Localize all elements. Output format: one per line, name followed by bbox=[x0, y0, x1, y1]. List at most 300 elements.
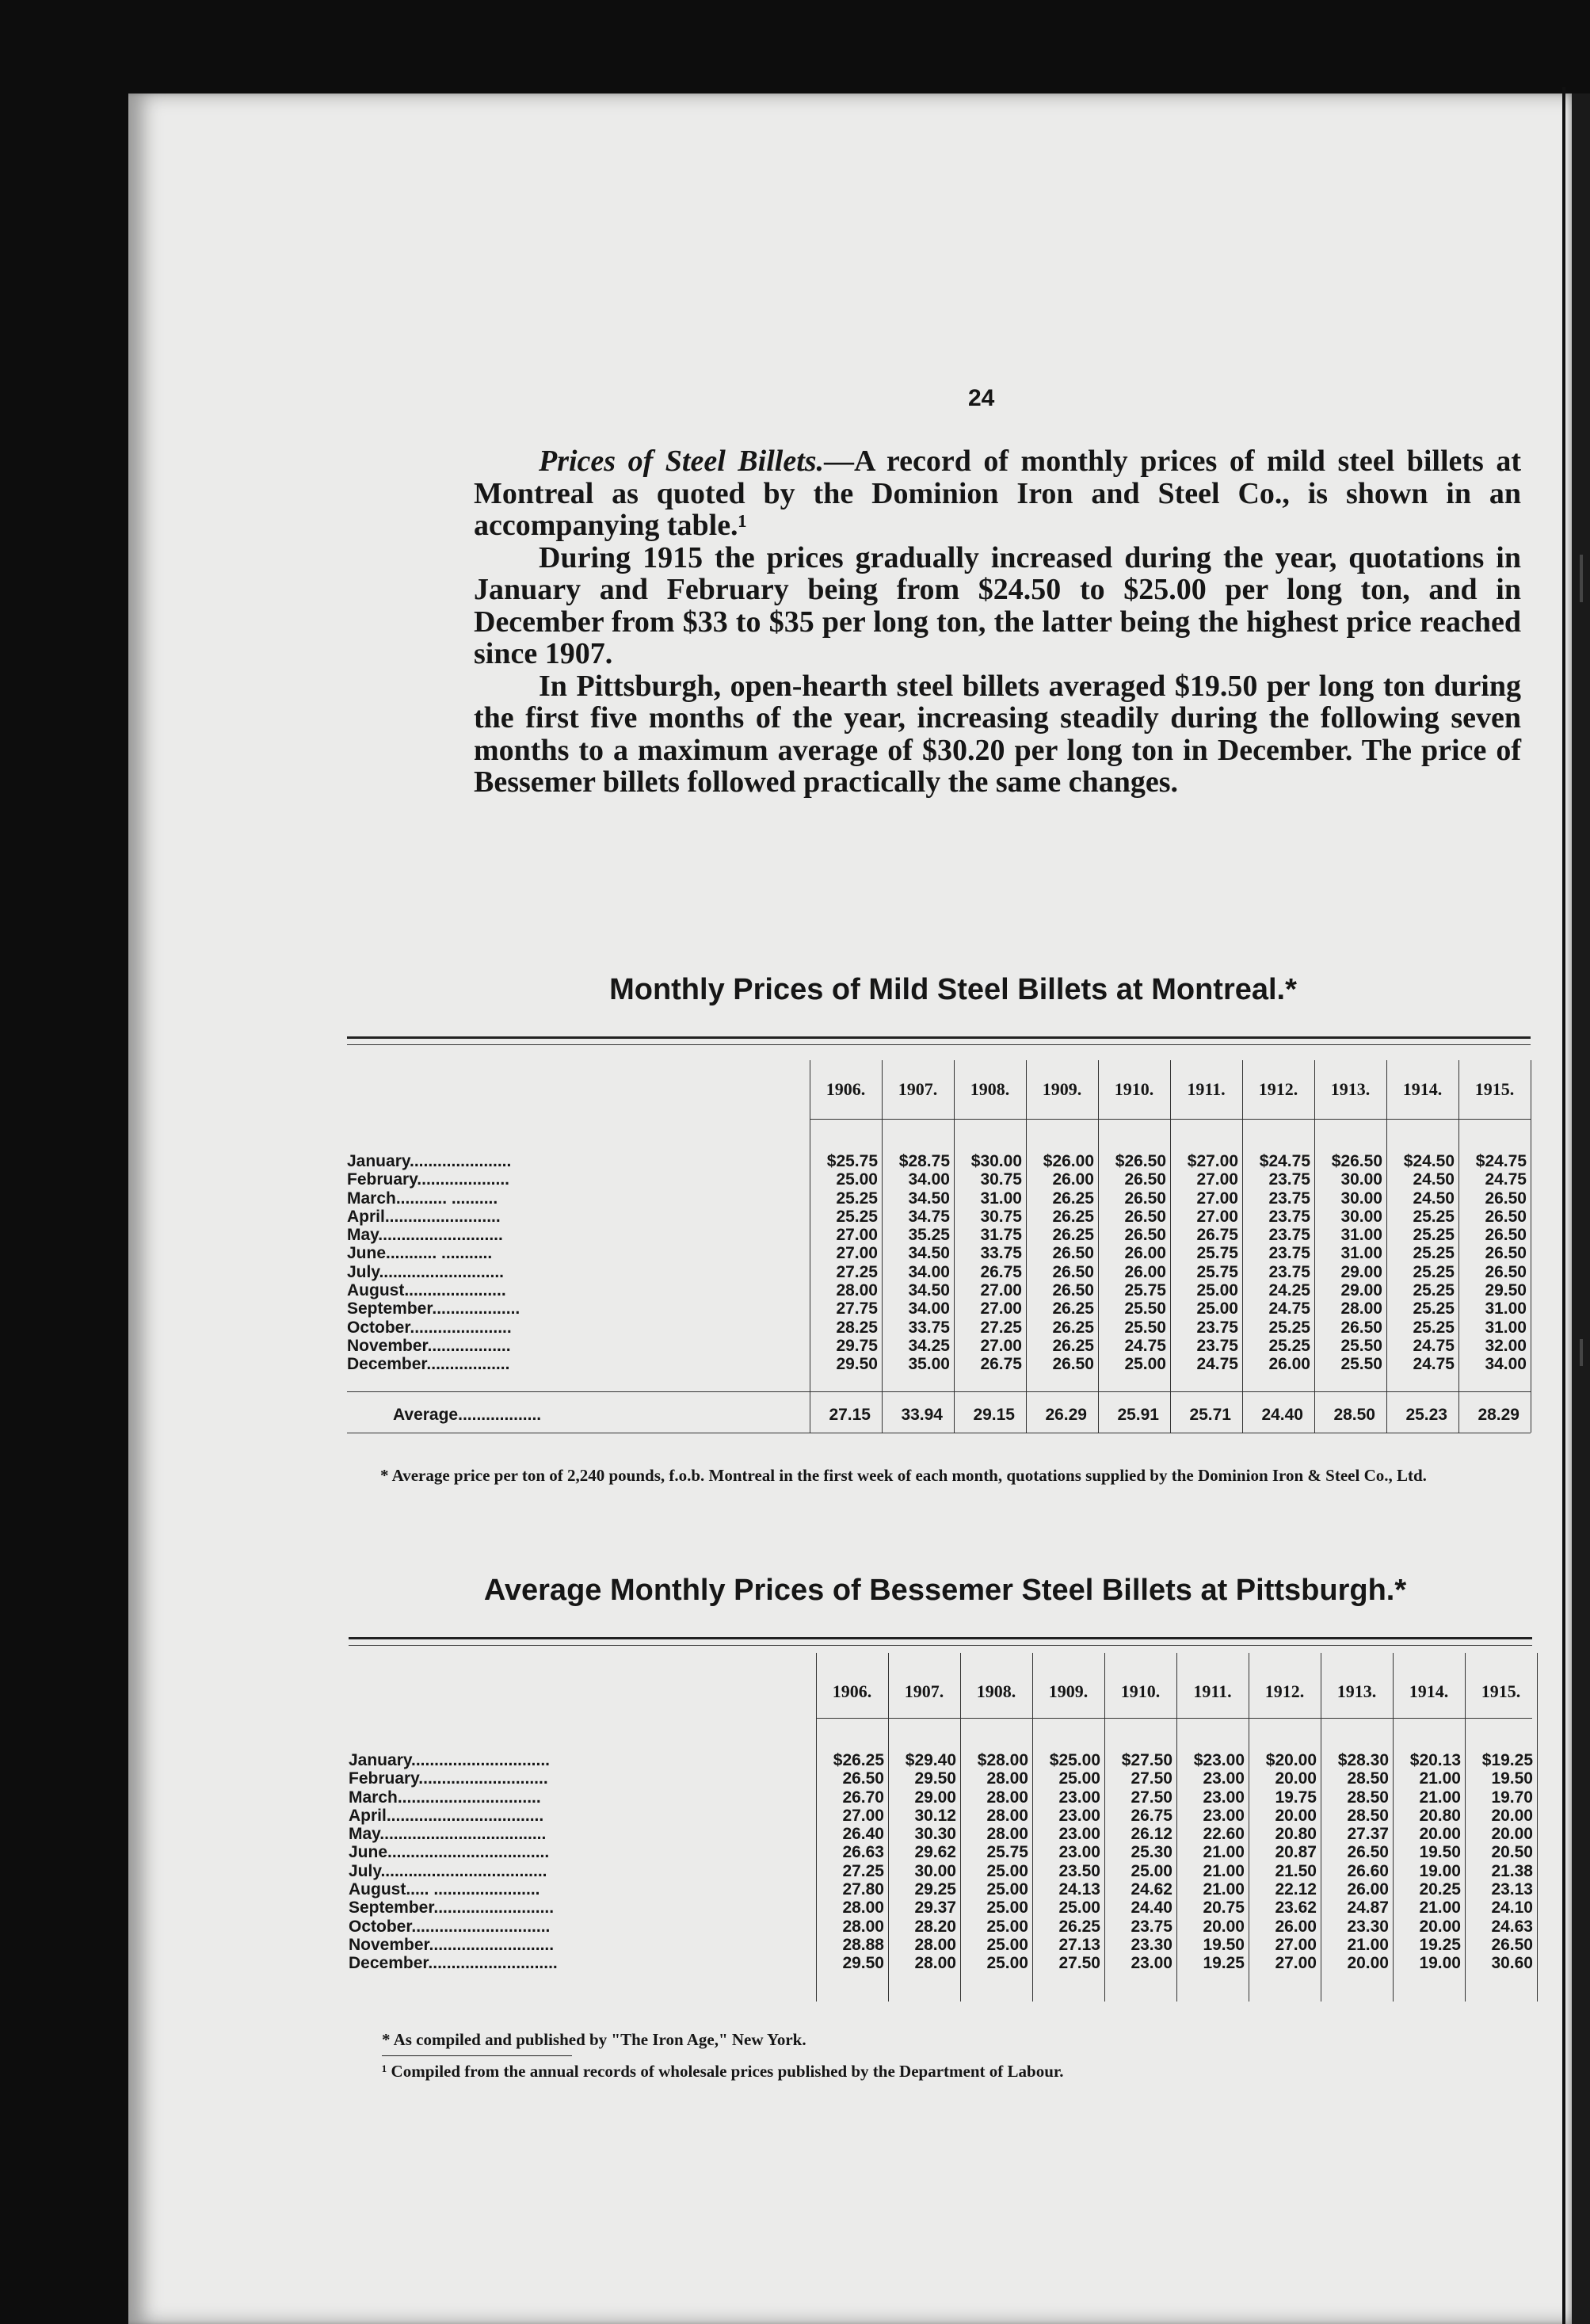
table-cell: 23.00 bbox=[1203, 1788, 1245, 1807]
table-cell: 34.50 bbox=[908, 1244, 950, 1263]
table-cell: 28.00 bbox=[986, 1806, 1028, 1825]
value-column-1911 bbox=[1176, 1751, 1245, 1973]
row-label-january: January.............................. bbox=[349, 1751, 551, 1769]
table-cell: 29.50 bbox=[842, 1954, 884, 1973]
average-value: 28.29 bbox=[1478, 1406, 1519, 1424]
table-cell: 34.50 bbox=[908, 1281, 950, 1300]
table-cell: 20.00 bbox=[1347, 1954, 1389, 1973]
table-cell: 25.00 bbox=[986, 1861, 1028, 1880]
paragraph-3: In Pittsburgh, open-hearth steel billets averaged $19.50 per long ton during the first five months of the year, increasing steadily during the following seven months to a maximum average of $30.20 per long ton in December. The price of Bessemer billets followed practically the same changes. bbox=[474, 669, 1521, 799]
table-cell: 26.50 bbox=[1124, 1170, 1166, 1189]
value-column-1912 bbox=[1242, 1152, 1310, 1374]
row-label-july: July........................... bbox=[347, 1262, 504, 1281]
table-cell: 21.00 bbox=[1203, 1843, 1245, 1862]
column-header-1914: 1914. bbox=[1402, 1079, 1443, 1099]
table-cell: 28.25 bbox=[836, 1318, 878, 1337]
table-cell: 20.00 bbox=[1203, 1917, 1245, 1936]
table-cell: 33.75 bbox=[908, 1318, 950, 1337]
table-cell: 27.00 bbox=[836, 1226, 878, 1245]
value-column-1906 bbox=[816, 1751, 884, 1973]
table-rule bbox=[349, 1645, 1532, 1646]
table-cell: 23.00 bbox=[1058, 1788, 1100, 1807]
table-cell: 30.00 bbox=[1340, 1207, 1382, 1226]
table-cell: 22.60 bbox=[1203, 1825, 1245, 1844]
table-cell: 21.00 bbox=[1419, 1769, 1461, 1788]
table-cell: 23.00 bbox=[1203, 1806, 1245, 1825]
row-labels bbox=[347, 1152, 805, 1374]
row-label-november: November........................... bbox=[349, 1935, 555, 1954]
row-label-may: May.................................... bbox=[349, 1825, 547, 1844]
table-cell: $28.00 bbox=[977, 1751, 1028, 1769]
table-cell: 25.75 bbox=[1196, 1244, 1238, 1263]
table-cell: 33.75 bbox=[980, 1244, 1022, 1263]
table-cell: 23.00 bbox=[1058, 1843, 1100, 1862]
column-header-1915: 1915. bbox=[1474, 1079, 1515, 1099]
montreal-table-title: Monthly Prices of Mild Steel Billets at Montreal.* bbox=[609, 973, 1297, 1006]
table-cell: 23.75 bbox=[1268, 1170, 1310, 1189]
table-cell: 21.00 bbox=[1203, 1861, 1245, 1880]
row-labels bbox=[349, 1751, 811, 1973]
scan-dark-edge bbox=[1572, 93, 1590, 2324]
table-cell: 27.00 bbox=[1275, 1935, 1317, 1954]
column-header-1908: 1908. bbox=[976, 1681, 1016, 1701]
table-cell: 19.00 bbox=[1419, 1861, 1461, 1880]
table-cell: 20.25 bbox=[1419, 1880, 1461, 1899]
row-label-august: August..... ....................... bbox=[349, 1880, 540, 1899]
table-cell: 30.30 bbox=[914, 1825, 956, 1844]
column-header-1912: 1912. bbox=[1264, 1681, 1305, 1701]
table-cell: 31.00 bbox=[1485, 1299, 1527, 1318]
table-cell: 26.25 bbox=[1052, 1336, 1094, 1355]
table-cell: 20.50 bbox=[1491, 1843, 1533, 1862]
table-cell: 26.50 bbox=[1347, 1843, 1389, 1862]
average-value: 26.29 bbox=[1045, 1406, 1087, 1424]
table-cell: 21.00 bbox=[1419, 1788, 1461, 1807]
table-cell: 26.25 bbox=[1052, 1299, 1094, 1318]
table-cell: 28.00 bbox=[842, 1917, 884, 1936]
paragraph-text: —A record of monthly prices of mild steel billets at Montreal as quoted by the Dominion Iron and Steel Co., is shown in an accompanying table.¹ bbox=[474, 445, 1521, 542]
column-header-1911: 1911. bbox=[1193, 1681, 1232, 1701]
table-cell: 27.00 bbox=[842, 1806, 884, 1825]
document-page bbox=[128, 93, 1572, 2324]
table-cell: 26.00 bbox=[1124, 1244, 1166, 1263]
column-header-1912: 1912. bbox=[1258, 1079, 1298, 1099]
table-cell: 25.00 bbox=[1124, 1355, 1166, 1374]
column-header-1906: 1906. bbox=[826, 1079, 866, 1099]
table-cell: 26.50 bbox=[1485, 1244, 1527, 1263]
column-header-1909: 1909. bbox=[1048, 1681, 1089, 1701]
table-cell: 31.00 bbox=[1340, 1244, 1382, 1263]
table-cell: $28.30 bbox=[1337, 1751, 1389, 1769]
table-cell: 26.50 bbox=[1052, 1262, 1094, 1281]
table-cell: 26.75 bbox=[1196, 1226, 1238, 1245]
value-column-1913 bbox=[1321, 1751, 1389, 1973]
row-label-june: June........... ........... bbox=[347, 1244, 493, 1263]
value-column-1907 bbox=[888, 1751, 956, 1973]
table-cell: 26.00 bbox=[1052, 1170, 1094, 1189]
value-column-1908 bbox=[960, 1751, 1028, 1973]
row-label-july: July.................................... bbox=[349, 1861, 547, 1880]
row-label-march: March............................... bbox=[349, 1788, 541, 1807]
table-cell: 19.50 bbox=[1419, 1843, 1461, 1862]
table-cell: $25.00 bbox=[1049, 1751, 1100, 1769]
table-cell: 25.25 bbox=[1413, 1318, 1455, 1337]
table-cell: 21.50 bbox=[1275, 1861, 1317, 1880]
montreal-table-footnote: * Average price per ton of 2,240 pounds, f.o.b. Montreal in the first week of each month, quotations supplied by the Dominion Iron & Steel Co., Ltd. bbox=[380, 1466, 1427, 1485]
table-cell: 29.00 bbox=[914, 1788, 956, 1807]
value-column-1910 bbox=[1104, 1751, 1172, 1973]
table-cell: 26.75 bbox=[980, 1262, 1022, 1281]
table-cell: 26.50 bbox=[1485, 1189, 1527, 1208]
table-rule bbox=[347, 1391, 1531, 1392]
table-cell: 28.00 bbox=[986, 1769, 1028, 1788]
table-cell: 26.25 bbox=[1052, 1318, 1094, 1337]
value-column-1915 bbox=[1458, 1152, 1527, 1374]
table-cell: 27.00 bbox=[1275, 1954, 1317, 1973]
table-cell: 20.00 bbox=[1275, 1769, 1317, 1788]
page-edge bbox=[1562, 87, 1565, 2324]
table-cell: 20.00 bbox=[1275, 1806, 1317, 1825]
table-cell: 27.00 bbox=[980, 1281, 1022, 1300]
table-cell: 27.75 bbox=[836, 1299, 878, 1318]
table-cell: $27.50 bbox=[1121, 1751, 1172, 1769]
row-label-april: April.................................. bbox=[349, 1806, 544, 1825]
source-footnote: ¹ Compiled from the annual records of wholesale prices published by the Department of Labour. bbox=[382, 2062, 1064, 2081]
value-column-1914 bbox=[1386, 1152, 1455, 1374]
row-label-february: February............................ bbox=[349, 1769, 548, 1788]
row-label-december: December............................ bbox=[349, 1954, 558, 1973]
row-label-september: September.......................... bbox=[349, 1899, 555, 1918]
table-cell: 25.25 bbox=[1413, 1226, 1455, 1245]
table-cell: 35.00 bbox=[908, 1355, 950, 1374]
table-cell: 25.00 bbox=[1131, 1861, 1172, 1880]
table-cell: 23.75 bbox=[1196, 1318, 1238, 1337]
table-cell: 25.25 bbox=[1268, 1336, 1310, 1355]
table-cell: $25.75 bbox=[826, 1152, 878, 1170]
table-cell: 25.25 bbox=[1413, 1262, 1455, 1281]
column-header-1914: 1914. bbox=[1409, 1681, 1449, 1701]
table-cell: 28.50 bbox=[1347, 1806, 1389, 1825]
table-cell: 23.30 bbox=[1347, 1917, 1389, 1936]
table-cell: 34.50 bbox=[908, 1189, 950, 1208]
table-cell: 27.37 bbox=[1347, 1825, 1389, 1844]
table-cell: 19.50 bbox=[1203, 1935, 1245, 1954]
table-cell: 26.50 bbox=[842, 1769, 884, 1788]
table-cell: 28.00 bbox=[836, 1281, 878, 1300]
table-cell: 26.00 bbox=[1275, 1917, 1317, 1936]
table-cell: $24.75 bbox=[1259, 1152, 1310, 1170]
table-cell: $27.00 bbox=[1187, 1152, 1238, 1170]
table-cell: 29.00 bbox=[1340, 1281, 1382, 1300]
table-rule bbox=[347, 1036, 1531, 1039]
average-value: 25.23 bbox=[1405, 1406, 1447, 1424]
table-cell: 28.88 bbox=[842, 1935, 884, 1954]
row-label-march: March........... .......... bbox=[347, 1189, 498, 1208]
table-cell: 23.30 bbox=[1131, 1935, 1172, 1954]
table-cell: 27.25 bbox=[836, 1262, 878, 1281]
table-cell: 26.25 bbox=[1058, 1917, 1100, 1936]
table-cell: 34.00 bbox=[908, 1262, 950, 1281]
table-cell: 28.50 bbox=[1347, 1788, 1389, 1807]
table-cell: 24.75 bbox=[1268, 1299, 1310, 1318]
column-header-1913: 1913. bbox=[1336, 1681, 1377, 1701]
value-column-1909 bbox=[1032, 1751, 1100, 1973]
table-cell: 20.80 bbox=[1275, 1825, 1317, 1844]
table-cell: 26.50 bbox=[1052, 1355, 1094, 1374]
table-cell: 26.00 bbox=[1347, 1880, 1389, 1899]
column-header-1907: 1907. bbox=[904, 1681, 944, 1701]
page-number: 24 bbox=[968, 385, 995, 411]
table-cell: 26.25 bbox=[1052, 1189, 1094, 1208]
table-cell: 29.37 bbox=[914, 1899, 956, 1918]
table-cell: $19.25 bbox=[1481, 1751, 1533, 1769]
table-cell: 25.00 bbox=[1196, 1281, 1238, 1300]
table-cell: 25.30 bbox=[1131, 1843, 1172, 1862]
table-cell: 28.00 bbox=[986, 1825, 1028, 1844]
table-cell: 25.25 bbox=[836, 1207, 878, 1226]
table-cell: 26.50 bbox=[1124, 1189, 1166, 1208]
table-cell: 23.75 bbox=[1196, 1336, 1238, 1355]
table-cell: 20.75 bbox=[1203, 1899, 1245, 1918]
table-cell: 26.00 bbox=[1124, 1262, 1166, 1281]
table-cell: $20.13 bbox=[1409, 1751, 1461, 1769]
table-cell: 27.00 bbox=[980, 1336, 1022, 1355]
average-value: 33.94 bbox=[901, 1406, 943, 1424]
table-cell: $30.00 bbox=[970, 1152, 1022, 1170]
table-cell: 25.00 bbox=[986, 1899, 1028, 1918]
table-cell: 26.00 bbox=[1268, 1355, 1310, 1374]
table-cell: 28.00 bbox=[914, 1954, 956, 1973]
table-cell: 27.00 bbox=[1196, 1207, 1238, 1226]
table-cell: 19.25 bbox=[1203, 1954, 1245, 1973]
table-rule bbox=[349, 1637, 1532, 1639]
table-cell: 27.80 bbox=[842, 1880, 884, 1899]
table-cell: 31.00 bbox=[1340, 1226, 1382, 1245]
table-cell: 25.00 bbox=[1058, 1899, 1100, 1918]
table-cell: 22.12 bbox=[1275, 1880, 1317, 1899]
table-cell: 26.50 bbox=[1124, 1207, 1166, 1226]
table-cell: 19.70 bbox=[1491, 1788, 1533, 1807]
value-column-1908 bbox=[954, 1152, 1022, 1374]
row-label-december: December.................. bbox=[347, 1355, 510, 1374]
row-label-april: April......................... bbox=[347, 1207, 501, 1226]
edge-mark bbox=[1580, 1339, 1583, 1366]
table-cell: 30.00 bbox=[1340, 1170, 1382, 1189]
pittsburgh-price-table bbox=[349, 1637, 1532, 2009]
row-label-november: November.................. bbox=[347, 1336, 511, 1355]
row-label-october: October...................... bbox=[347, 1318, 512, 1337]
table-cell: 29.62 bbox=[914, 1843, 956, 1862]
table-cell: 26.12 bbox=[1131, 1825, 1172, 1844]
montreal-price-table bbox=[347, 1036, 1531, 1441]
table-cell: 25.50 bbox=[1340, 1336, 1382, 1355]
column-divider bbox=[1537, 1653, 1538, 2002]
table-cell: $26.25 bbox=[833, 1751, 884, 1769]
edge-mark bbox=[1580, 555, 1583, 602]
table-cell: 19.25 bbox=[1419, 1935, 1461, 1954]
row-label-february: February.................... bbox=[347, 1170, 509, 1189]
table-cell: 24.75 bbox=[1413, 1355, 1455, 1374]
table-cell: 21.38 bbox=[1491, 1861, 1533, 1880]
average-value: 24.40 bbox=[1261, 1406, 1303, 1424]
table-cell: 27.00 bbox=[836, 1244, 878, 1263]
table-cell: 25.25 bbox=[1413, 1207, 1455, 1226]
column-header-1915: 1915. bbox=[1481, 1681, 1521, 1701]
table-cell: 23.13 bbox=[1491, 1880, 1533, 1899]
table-cell: 34.25 bbox=[908, 1336, 950, 1355]
table-cell: 23.00 bbox=[1131, 1954, 1172, 1973]
table-cell: 24.13 bbox=[1058, 1880, 1100, 1899]
average-value: 27.15 bbox=[829, 1406, 871, 1424]
table-cell: 23.50 bbox=[1058, 1861, 1100, 1880]
table-cell: 30.75 bbox=[980, 1170, 1022, 1189]
table-cell: 30.75 bbox=[980, 1207, 1022, 1226]
table-cell: 26.25 bbox=[1052, 1226, 1094, 1245]
row-label-august: August...................... bbox=[347, 1281, 506, 1300]
table-cell: 28.00 bbox=[842, 1899, 884, 1918]
table-cell: 24.75 bbox=[1124, 1336, 1166, 1355]
table-cell: 24.75 bbox=[1485, 1170, 1527, 1189]
table-cell: 20.80 bbox=[1419, 1806, 1461, 1825]
table-cell: 29.50 bbox=[836, 1355, 878, 1374]
table-cell: 25.00 bbox=[836, 1170, 878, 1189]
table-cell: 29.50 bbox=[914, 1769, 956, 1788]
value-column-1915 bbox=[1465, 1751, 1533, 1973]
average-value: 28.50 bbox=[1333, 1406, 1375, 1424]
table-cell: 24.75 bbox=[1413, 1336, 1455, 1355]
table-cell: 25.00 bbox=[1058, 1769, 1100, 1788]
row-label-june: June................................... bbox=[349, 1843, 550, 1862]
table-rule bbox=[816, 1718, 1532, 1719]
table-cell: 23.75 bbox=[1268, 1189, 1310, 1208]
table-cell: 24.75 bbox=[1196, 1355, 1238, 1374]
table-cell: 27.25 bbox=[842, 1861, 884, 1880]
table-cell: 21.00 bbox=[1347, 1935, 1389, 1954]
table-cell: 23.75 bbox=[1268, 1207, 1310, 1226]
table-cell: 28.00 bbox=[1340, 1299, 1382, 1318]
table-cell: 28.00 bbox=[914, 1935, 956, 1954]
table-cell: 25.00 bbox=[986, 1917, 1028, 1936]
table-cell: 25.50 bbox=[1340, 1355, 1382, 1374]
table-cell: 24.50 bbox=[1413, 1170, 1455, 1189]
table-cell: $29.40 bbox=[905, 1751, 956, 1769]
table-cell: 27.50 bbox=[1131, 1788, 1172, 1807]
table-cell: 26.50 bbox=[1052, 1244, 1094, 1263]
table-cell: 25.00 bbox=[1196, 1299, 1238, 1318]
table-cell: 26.25 bbox=[1052, 1207, 1094, 1226]
table-cell: 31.00 bbox=[980, 1189, 1022, 1208]
table-cell: 31.75 bbox=[980, 1226, 1022, 1245]
column-header-1910: 1910. bbox=[1120, 1681, 1161, 1701]
column-header-1913: 1913. bbox=[1330, 1079, 1371, 1099]
table-cell: $24.50 bbox=[1403, 1152, 1455, 1170]
table-cell: 21.00 bbox=[1419, 1899, 1461, 1918]
body-text bbox=[474, 445, 1521, 799]
table-cell: 26.50 bbox=[1052, 1281, 1094, 1300]
table-cell: 26.50 bbox=[1485, 1226, 1527, 1245]
table-cell: $26.50 bbox=[1115, 1152, 1166, 1170]
table-cell: 19.75 bbox=[1275, 1788, 1317, 1807]
table-cell: 31.00 bbox=[1485, 1318, 1527, 1337]
table-cell: 25.00 bbox=[986, 1935, 1028, 1954]
table-cell: $24.75 bbox=[1475, 1152, 1527, 1170]
table-cell: 24.25 bbox=[1268, 1281, 1310, 1300]
table-cell: 27.13 bbox=[1058, 1935, 1100, 1954]
column-header-1911: 1911. bbox=[1187, 1079, 1226, 1099]
value-column-1911 bbox=[1170, 1152, 1238, 1374]
table-cell: 32.00 bbox=[1485, 1336, 1527, 1355]
paragraph-1 bbox=[474, 445, 1521, 542]
column-header-1907: 1907. bbox=[898, 1079, 938, 1099]
column-header-1909: 1909. bbox=[1042, 1079, 1082, 1099]
table-cell: 23.75 bbox=[1268, 1244, 1310, 1263]
table-cell: 25.25 bbox=[1413, 1299, 1455, 1318]
table-cell: 23.00 bbox=[1058, 1806, 1100, 1825]
pittsburgh-table-title: Average Monthly Prices of Bessemer Steel Billets at Pittsburgh.* bbox=[483, 1574, 1407, 1607]
table-cell: 20.87 bbox=[1275, 1843, 1317, 1862]
table-cell: 35.25 bbox=[908, 1226, 950, 1245]
table-cell: 25.50 bbox=[1124, 1318, 1166, 1337]
table-cell: 20.00 bbox=[1419, 1917, 1461, 1936]
column-header-1906: 1906. bbox=[832, 1681, 872, 1701]
table-cell: 26.50 bbox=[1340, 1318, 1382, 1337]
value-column-1912 bbox=[1249, 1751, 1317, 1973]
table-cell: 24.62 bbox=[1131, 1880, 1172, 1899]
value-column-1909 bbox=[1026, 1152, 1094, 1374]
paragraph-lead: Prices of Steel Billets. bbox=[539, 445, 825, 478]
table-cell: 28.00 bbox=[986, 1788, 1028, 1807]
average-value: 25.71 bbox=[1189, 1406, 1231, 1424]
table-cell: 26.50 bbox=[1485, 1207, 1527, 1226]
table-cell: 34.00 bbox=[908, 1170, 950, 1189]
table-cell: 23.75 bbox=[1268, 1262, 1310, 1281]
value-column-1914 bbox=[1393, 1751, 1461, 1973]
table-cell: 23.75 bbox=[1268, 1226, 1310, 1245]
table-cell: 27.50 bbox=[1131, 1769, 1172, 1788]
table-cell: 20.00 bbox=[1419, 1825, 1461, 1844]
average-label: Average.................. bbox=[393, 1406, 542, 1424]
table-cell: 24.63 bbox=[1491, 1917, 1533, 1936]
table-cell: 27.00 bbox=[1196, 1189, 1238, 1208]
table-cell: 23.62 bbox=[1275, 1899, 1317, 1918]
table-cell: 25.00 bbox=[986, 1880, 1028, 1899]
table-cell: 27.50 bbox=[1058, 1954, 1100, 1973]
pittsburgh-table-footnote: * As compiled and published by "The Iron Age," New York. bbox=[382, 2030, 806, 2049]
table-cell: 30.00 bbox=[1340, 1189, 1382, 1208]
table-cell: 26.75 bbox=[980, 1355, 1022, 1374]
table-cell: 25.75 bbox=[1124, 1281, 1166, 1300]
table-cell: 26.70 bbox=[842, 1788, 884, 1807]
table-cell: $20.00 bbox=[1265, 1751, 1317, 1769]
table-cell: 34.00 bbox=[1485, 1355, 1527, 1374]
table-cell: 28.20 bbox=[914, 1917, 956, 1936]
table-cell: 24.40 bbox=[1131, 1899, 1172, 1918]
table-cell: $26.00 bbox=[1043, 1152, 1094, 1170]
table-cell: 29.75 bbox=[836, 1336, 878, 1355]
table-cell: 26.40 bbox=[842, 1825, 884, 1844]
table-cell: 25.75 bbox=[986, 1843, 1028, 1862]
table-cell: 21.00 bbox=[1203, 1880, 1245, 1899]
table-cell: 25.25 bbox=[1413, 1281, 1455, 1300]
column-header-1908: 1908. bbox=[970, 1079, 1010, 1099]
table-cell: 29.25 bbox=[914, 1880, 956, 1899]
table-cell: 34.00 bbox=[908, 1299, 950, 1318]
average-value: 29.15 bbox=[973, 1406, 1015, 1424]
table-cell: 29.00 bbox=[1340, 1262, 1382, 1281]
table-cell: $26.50 bbox=[1331, 1152, 1382, 1170]
value-column-1907 bbox=[882, 1152, 950, 1374]
row-label-may: May........................... bbox=[347, 1226, 503, 1245]
